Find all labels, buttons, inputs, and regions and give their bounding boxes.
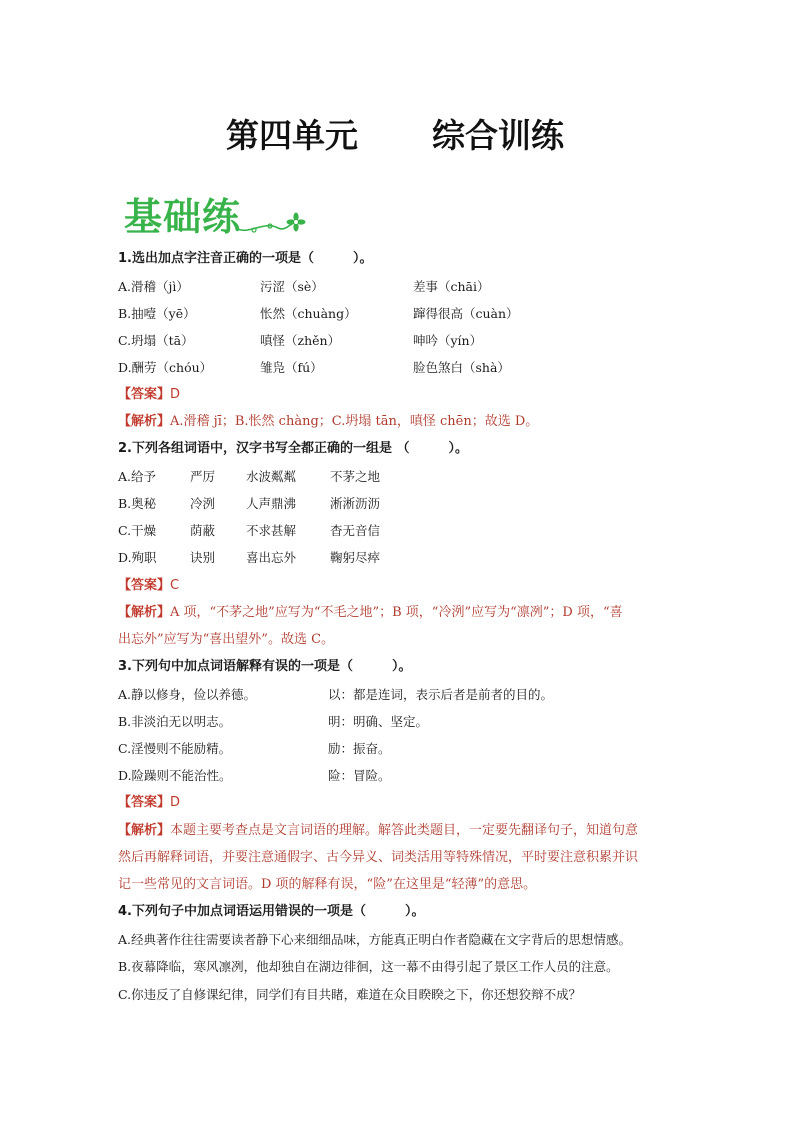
q2-b-4: 淅淅沥沥 [330,496,381,511]
q3-c-sentence: C.淫慢则不能励精。 [118,741,232,756]
q3-answer [118,793,180,813]
q1-answer [118,385,180,405]
q3-analysis [118,821,638,841]
q2-d-3: 喜出忘外 [246,550,297,565]
title-unit: 第四单元 [226,116,358,155]
flower-icon [234,206,306,234]
answer-value: C [170,578,180,593]
q3-c-explain: 励：振奋。 [328,741,391,756]
q3-analysis-cont-2: 记一些常见的文言词语。D 项的解释有误，“险”在这里是“轻薄”的意思。 [118,877,537,892]
q1-a-1: A.滑稽（jì） [118,279,189,294]
q1-analysis [118,412,538,432]
q3-b-sentence: B.非淡泊无以明志。 [118,714,232,729]
q2-b-1: B.奥秘 [118,496,157,511]
q3-a-sentence: A.静以修身，俭以养德。 [118,687,257,702]
q3-a-explain: 以：都是连词，表示后者是前者的目的。 [328,687,554,702]
q1-stem: 1.选出加点字注音正确的一项是（ ）。 [118,251,373,266]
q3-b-explain: 明：明确、坚定。 [328,714,429,729]
q2-b-2: 冷洌 [190,496,216,511]
q3-d-sentence: D.险躁则不能治性。 [118,768,232,783]
q2-d-4: 鞠躬尽瘁 [330,550,381,565]
q4-option-a: A.经典著作往往需要读者静下心来细细品味，方能真正明白作者隐藏在文字背后的思想情感。 [118,932,632,947]
q2-a-1: A.给予 [118,469,157,484]
page-title [0,110,794,154]
q4-stem: 4.下列句子中加点词语运用错误的一项是（ ）。 [118,904,425,919]
answer-label: 【答案】 [118,795,171,810]
q2-analysis [118,603,623,623]
q2-c-4: 杳无音信 [330,523,381,538]
q1-d-1: D.酬劳（chóu） [118,360,213,375]
q4-option-b: B.夜幕降临，寒风凛冽，他却独自在湖边徘徊，这一幕不由得引起了景区工作人员的注意。 [118,959,619,974]
q1-b-1: B.抽噎（yē） [118,306,196,321]
q4-option-c: C.你违反了自修课纪律，同学们有目共睹，难道在众目睽睽之下，你还想狡辩不成？ [118,987,582,1002]
section-banner [124,186,304,238]
analysis-label: 【解析】 [118,414,171,429]
answer-label: 【答案】 [118,578,171,593]
q1-b-3: 蹿得很高（cuàn） [413,306,519,321]
q3-stem: 3.下列句中加点词语解释有误的一项是（ ）。 [118,659,412,674]
q1-d-2: 雏凫（fú） [260,360,323,375]
analysis-label: 【解析】 [118,605,171,620]
q2-c-3: 不求甚解 [246,523,297,538]
answer-value: D [170,795,181,810]
q1-a-2: 污涩（sè） [260,279,324,294]
q1-c-1: C.坍塌（tā） [118,333,194,348]
title-topic: 综合训练 [432,116,564,155]
q2-c-1: C.干燥 [118,523,157,538]
banner-text: 基础练 [124,195,242,239]
answer-label: 【答案】 [118,387,171,402]
q1-b-2: 怅然（chuàng） [260,306,357,321]
q2-a-4: 不茅之地 [330,469,381,484]
q2-b-3: 人声鼎沸 [246,496,297,511]
q2-analysis-cont: 出忘外”应写为“喜出望外”。故选 C。 [118,632,335,647]
analysis-text-1: 本题主要考查点是文言词语的理解。解答此类题目，一定要先翻译句子，知道句意 [170,823,639,838]
q1-c-2: 嗔怪（zhěn） [260,333,341,348]
q1-d-3: 脸色煞白（shà） [413,360,510,375]
q2-a-3: 水波粼粼 [246,469,297,484]
q1-a-3: 差事（chāi） [413,279,490,294]
answer-value: D [170,387,181,402]
q2-answer [118,576,179,596]
q2-d-1: D.殉职 [118,550,157,565]
analysis-text-1: A 项，“不茅之地”应写为“不毛之地”；B 项，“冷洌”应写为“凛冽”；D 项，“喜 [170,605,623,620]
q2-a-2: 严厉 [190,469,216,484]
q3-analysis-cont-1: 然后再解释词语，并要注意通假字、古今异义、词类活用等特殊情况，平时要注意积累并识 [118,850,639,865]
q2-d-2: 诀别 [190,550,216,565]
analysis-text: A.滑稽 jī；B.怅然 chàng；C.坍塌 tān，嗔怪 chēn；故选 D。 [170,414,539,429]
q3-d-explain: 险：冒险。 [328,768,391,783]
q2-c-2: 荫蔽 [190,523,216,538]
q1-c-3: 呻吟（yín） [413,333,483,348]
analysis-label: 【解析】 [118,823,171,838]
q2-stem: 2.下列各组词语中，汉字书写全都正确的一组是 （ ）。 [118,441,469,456]
